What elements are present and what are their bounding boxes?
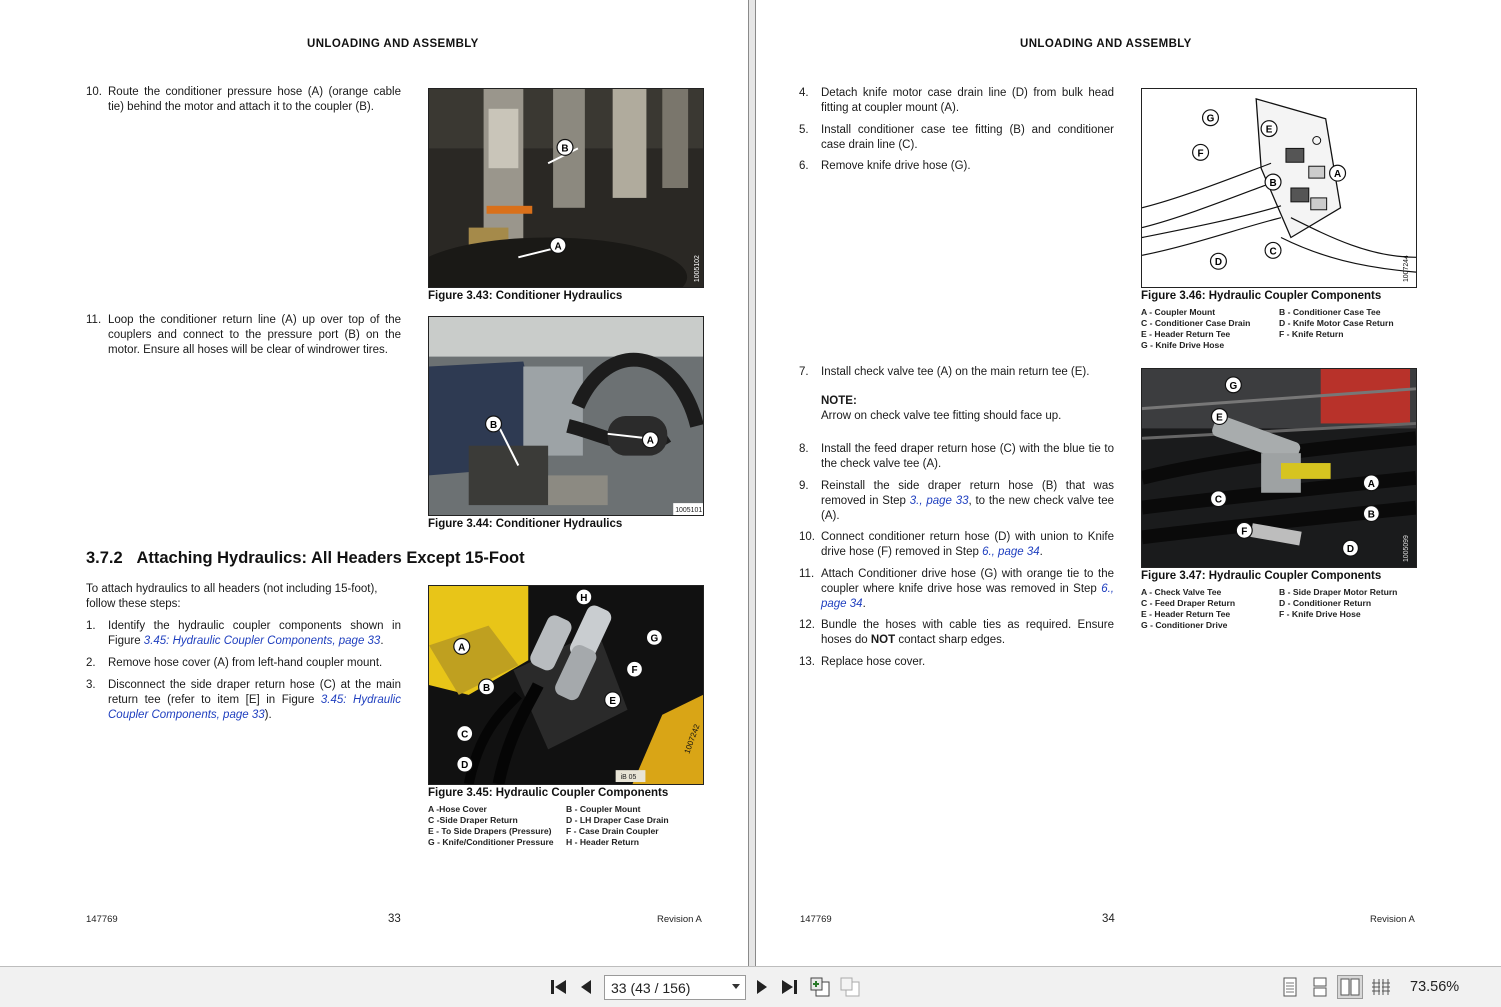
svg-text:A: A [554,241,562,253]
page-33: UNLOADING AND ASSEMBLY 10. Route the conditioner pressure hose (A) (orange cable tie) behind the motor and attach it to the coupler (B). B A 1005102 Figure 3.43: Conditioner Hydraulics 11. Loop the conditioner return line (A) up over top of the couplers and connect to the pressure port (B) on the motor. Ensure all hoses will be clear of windrower tires. B A 1005101 Figure 3.44: Conditioner Hydraulics 3.7.2 Attaching Hydraulics: All Headers Except 15-Foot To attach hydraulics to all headers (not including 15-foot), follow these steps: 1. Identify the hydraulic coupler components shown in Figure 3.45: Hydraulic Coupler Components, page 33. 2. Remove hose cover (A) from left-hand coupler mount. 3. Disconnect the side draper return hose (C) at the main return tee (refer to item [E] in Figure 3.45: Hydraulic Coupler Components, page 33). iB 05 H G A F B E C D 1007242 Figure 3.45: Hydraulic Coupler Components A -Hose Cover B - Coupler Mount C -Side Draper Return D - LH Draper Case Drain E - To Side Drapers (Pressure) F - Case Drain Coupler G - Knife/Conditioner Pressure H - Header Return 147769 33 Revision A [0,0,748,966]
svg-text:H: H [580,592,588,604]
figure-callout-b [1265,174,1281,190]
svg-text:A: A [458,642,466,654]
footer-revision: Revision A [657,914,702,925]
svg-text:B: B [1269,178,1277,190]
svg-text:C: C [1269,246,1277,258]
svg-text:G: G [650,633,659,645]
figure-3-46-caption: Figure 3.46: Hydraulic Coupler Components [1141,290,1382,302]
svg-text:F: F [1241,526,1248,538]
chevron-down-icon[interactable] [732,984,740,989]
remove-bookmark-icon[interactable] [838,975,862,999]
figure-3-47-caption: Figure 3.47: Hydraulic Coupler Components [1141,570,1382,582]
svg-text:A: A [646,435,654,447]
svg-text:F: F [1197,148,1204,160]
figure-callout-a [454,638,470,654]
footer-page-number: 34 [1102,913,1115,925]
navigation-toolbar [0,966,1501,1007]
add-bookmark-icon[interactable] [808,975,832,999]
page-gutter [748,0,756,966]
step-link[interactable]: 3., page 33 [909,494,969,507]
figure-3-46-legend: A - Coupler Mount B - Conditioner Case Tee C - Conditioner Case Drain D - Knife Motor Case Return E - Header Return Tee F - Knife Return G - Knife Drive Hose [1141,307,1394,350]
step-link[interactable]: 6., page 34 [821,582,1114,610]
figure-callout-g [646,630,662,646]
last-page-icon[interactable] [778,975,800,999]
figure-callout-a [550,238,566,254]
svg-text:E: E [1265,124,1273,136]
figure-3-43-caption: Figure 3.43: Conditioner Hydraulics [428,290,623,302]
figure-callout-f [1193,144,1209,160]
section-heading: 3.7.2 Attaching Hydraulics: All Headers Except 15-Foot [86,549,525,567]
svg-text:B: B [1367,509,1375,521]
page-header: UNLOADING AND ASSEMBLY [1020,38,1192,50]
figure-callout-a [1363,475,1379,491]
prev-page-icon[interactable] [576,975,596,999]
svg-text:B: B [489,419,498,431]
note-label: NOTE: [821,395,857,407]
figure-3-45-legend: A -Hose Cover B - Coupler Mount C -Side Draper Return D - LH Draper Case Drain E - To Side Drapers (Pressure) F - Case Drain Coupler G - Knife/Conditioner Pressure H - Header Return [428,804,669,847]
svg-text:A: A [1333,169,1342,181]
figure-callout-c [1211,491,1227,507]
footer-revision: Revision A [1370,914,1415,925]
two-page-continuous-icon[interactable] [1369,975,1393,999]
note-text: Arrow on check valve tee fitting should face up. [821,410,1062,422]
footer-page-number: 33 [388,913,401,925]
svg-text:B: B [561,143,569,155]
figure-3-45-photo [428,585,704,785]
figure-callout-b [1363,506,1379,522]
figure-code: 1007244 [1403,255,1411,283]
svg-text:F: F [631,665,638,677]
svg-text:A: A [1367,478,1375,490]
figure-callout-d [457,756,473,772]
figure-3-44-caption: Figure 3.44: Conditioner Hydraulics [428,518,623,530]
figure-callout-e [1261,121,1277,137]
figure-link[interactable]: 3.45: Hydraulic Coupler Components, page 33 [143,634,381,647]
figure-callout-d [1211,253,1227,269]
figure-callout-f [627,661,643,677]
figure-callout-e [1211,409,1227,425]
figure-code: 1007242 [682,722,702,755]
figure-callout-g [1225,377,1241,393]
svg-text:iB 05: iB 05 [620,774,637,782]
figure-callout-c [1265,242,1281,258]
figure-3-43-photo [428,88,704,288]
zoom-level[interactable]: 73.56% [1410,979,1460,995]
two-page-icon[interactable] [1337,975,1363,999]
figure-3-44-photo [428,316,704,516]
section-intro: To attach hydraulics to all headers (not including 15-foot), follow these steps: [86,583,378,610]
figure-link[interactable]: 3.45: Hydraulic Coupler Components, page 33 [108,693,401,721]
svg-text:C: C [461,729,469,741]
figure-callout-g [1203,110,1219,126]
footer-doc-number: 147769 [86,914,118,925]
figure-callout-a [1330,165,1346,181]
figure-3-45-caption: Figure 3.45: Hydraulic Coupler Components [428,787,669,799]
svg-text:E: E [609,695,616,707]
figure-3-47-legend: A - Check Valve Tee B - Side Draper Motor Return C - Feed Draper Return D - Conditioner Return E - Header Return Tee F - Knife Drive Hose G - Conditioner Drive [1141,587,1398,630]
figure-code: 1005102 [694,255,702,283]
figure-callout-b [557,139,573,155]
figure-3-46-drawing [1141,88,1417,288]
figure-callout-b [479,679,495,695]
svg-text:G: G [1206,113,1215,125]
svg-text:E: E [1216,412,1223,424]
figure-code: 1005101 [675,507,703,515]
figure-callout-d [1343,540,1359,556]
svg-text:B: B [482,682,491,694]
figure-callout-a [642,432,658,448]
page-34: UNLOADING AND ASSEMBLY 4. Detach knife motor case drain line (D) from bulk head fitting at coupler mount (A). 5. Install conditioner case tee fitting (B) and conditioner case drain line (C). 6. Remove knife drive hose (G). G E F B A C D 1007244 Figure 3.46: Hydraulic Coupler Components A - Coupler Mount B - Conditioner Case Tee C - Conditioner Case Drain D - Knife Motor Case Return E - Header Return Tee F - Knife Return G - Knife Drive Hose 7. Install check valve tee (A) on the main return tee (E). NOTE: Arrow on check valve tee fitting should face up. 8. Install the feed draper return hose (C) with the blue tie to the check valve tee (A). 9. Reinstall the side draper return hose (B) that was removed in Step 3., page 33, to the new check valve tee (A). 10. Connect conditioner return hose (D) with union to Knife drive hose (F) removed in Step 6., page 34. 11. Attach Conditioner drive hose (G) with orange tie to the coupler where knife drive hose was removed in Step 6., page 34. 12. Bundle the hoses with cable ties as required. Ensure hoses do NOT contact sharp edges. 13. Replace hose cover. G E A C B F D 1005099 Figure 3.47: Hydraulic Coupler Components A - Check Valve Tee B - Side Draper Motor Return C - Feed Draper Return D - Conditioner Return E - Header Return Tee F - Knife Drive Hose G - Conditioner Drive 147769 34 Revision A [756,0,1501,966]
figure-callout-c [457,726,473,742]
svg-text:D: D [461,760,469,772]
svg-text:G: G [1229,380,1238,392]
figure-callout-f [1236,522,1252,538]
figure-code: 1005099 [1403,535,1411,563]
page-header: UNLOADING AND ASSEMBLY [307,38,479,50]
page-number-select[interactable]: 33 (43 / 156) [604,975,746,1000]
next-page-icon[interactable] [752,975,772,999]
step-link[interactable]: 6., page 34 [982,545,1040,558]
footer-doc-number: 147769 [800,914,832,925]
single-page-icon[interactable] [1280,975,1300,999]
svg-text:D: D [1214,257,1223,269]
figure-3-47-photo [1141,368,1417,568]
figure-callout-h [576,589,592,605]
first-page-icon[interactable] [548,975,570,999]
svg-text:D: D [1346,544,1355,556]
figure-callout-b [486,416,502,432]
figure-callout-e [605,692,621,708]
continuous-icon[interactable] [1309,975,1331,999]
svg-text:C: C [1214,494,1223,506]
